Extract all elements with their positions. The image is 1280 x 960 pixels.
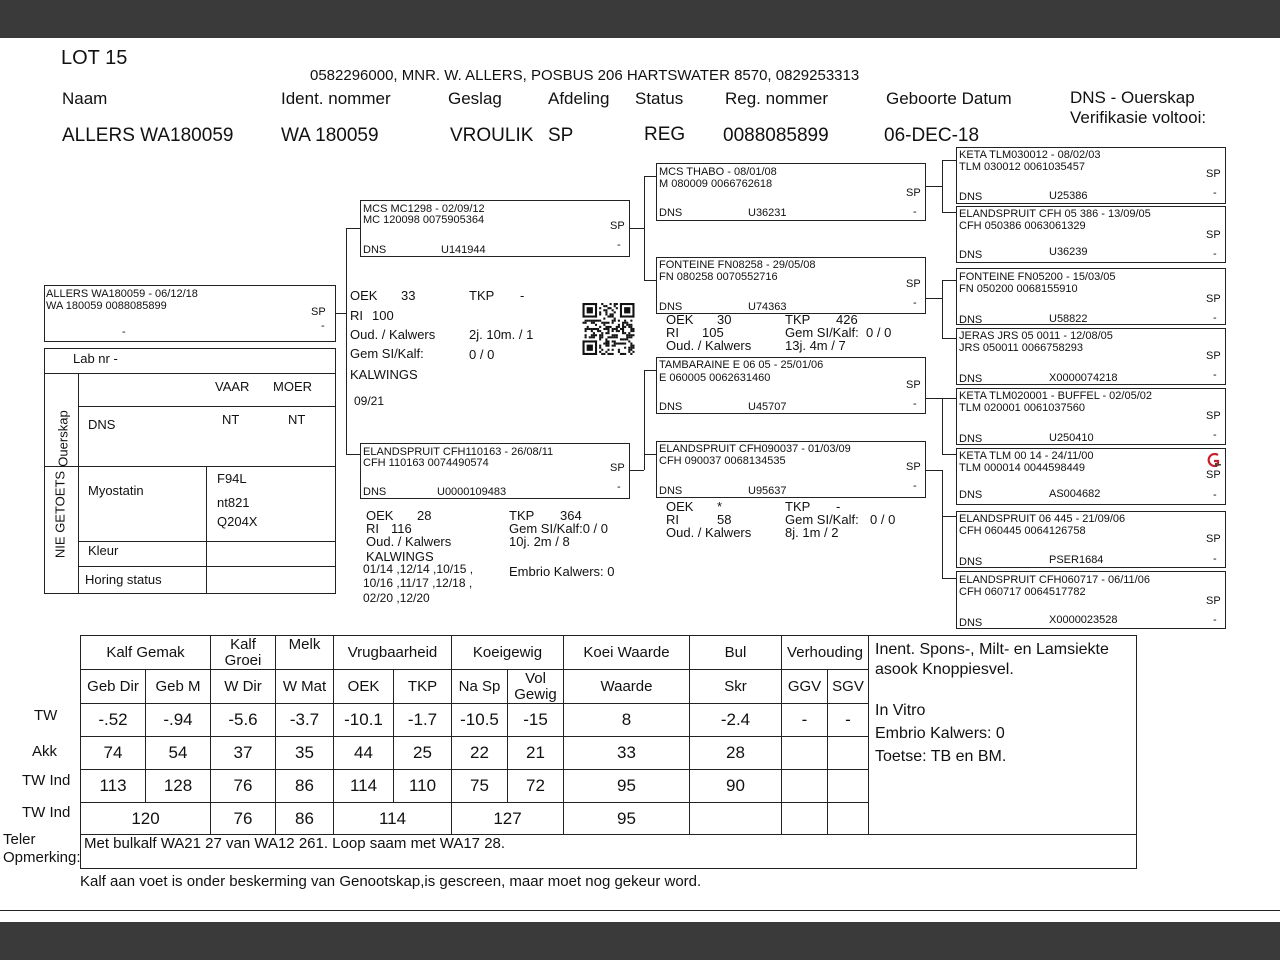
- connector: [926, 398, 942, 399]
- cell: [690, 803, 782, 835]
- col-header: W Dir: [211, 670, 276, 704]
- gg-dns-code: X0000023528: [1049, 614, 1118, 626]
- label-geboorte: Geboorte Datum: [886, 89, 1012, 108]
- ouerskap-label: Ouerskap: [55, 410, 71, 467]
- connector: [942, 578, 956, 579]
- cell: 86: [276, 803, 334, 835]
- gg-sp: SP: [1206, 533, 1221, 545]
- gg-dns-code: U25386: [1049, 190, 1088, 202]
- cell: -10.1: [334, 704, 394, 737]
- gg-dns: DNS: [959, 314, 983, 326]
- ss-name: MCS THABO - 08/01/08: [659, 166, 777, 178]
- animal-sp: SP: [311, 306, 326, 318]
- col-header: W Mat: [276, 670, 334, 704]
- dd-dash: -: [913, 480, 917, 492]
- connector: [942, 280, 956, 281]
- group-header: Koei Waarde: [564, 636, 690, 670]
- gg-name: FONTEINE FN05200 - 15/03/05: [959, 271, 1116, 283]
- sd-dns-code: U74363: [748, 301, 787, 313]
- gg-id: TLM 000014 0044598449: [959, 462, 1085, 474]
- value-naam: ALLERS WA180059: [62, 125, 234, 146]
- cell: 114: [334, 770, 394, 803]
- gg-dash: -: [1213, 187, 1217, 199]
- stat-value: Gem SI/Kalf:0 / 0: [509, 521, 608, 536]
- connector: [926, 470, 942, 471]
- cell: 86: [276, 770, 334, 803]
- col-header: Skr: [690, 670, 782, 704]
- stat-label: TKP: [785, 312, 811, 327]
- gg-name: JERAS JRS 05 0011 - 12/08/05: [959, 330, 1113, 342]
- gg-dns-code: U58822: [1049, 313, 1088, 325]
- cell: 72: [508, 770, 564, 803]
- cell: 120: [81, 803, 211, 835]
- connector: [644, 370, 645, 470]
- row-label: Akk: [32, 743, 58, 760]
- cell: 25: [394, 737, 452, 770]
- cell: 76: [211, 803, 276, 835]
- sire-sp: SP: [610, 220, 625, 232]
- cell: 113: [81, 770, 146, 803]
- gg-id: CFH 060717 0064517782: [959, 586, 1086, 598]
- stat-label: TKP: [469, 288, 495, 303]
- label-status: Status: [635, 89, 684, 108]
- cell: -: [828, 704, 869, 737]
- breeding-values-table: [80, 635, 1137, 869]
- gg-dash: -: [1213, 489, 1217, 501]
- dam-id: CFH 110163 0074490574: [363, 457, 489, 469]
- gg-id: CFH 060445 0064126758: [959, 525, 1086, 537]
- value-status: REG: [644, 124, 686, 145]
- stat-value: Embrio Kalwers: 0: [509, 564, 615, 579]
- dam-name: ELANDSPRUIT CFH110163 - 26/08/11: [363, 446, 554, 458]
- cell: -15: [508, 704, 564, 737]
- stat-label: RI: [666, 325, 679, 340]
- col-header: SGV: [828, 670, 869, 704]
- cell: [782, 770, 828, 803]
- gg-sp: SP: [1206, 595, 1221, 607]
- stat-value: 33: [401, 288, 416, 303]
- value-geboorte: 06-DEC-18: [884, 125, 980, 146]
- ds-dns: DNS: [659, 401, 683, 413]
- gg-dns: DNS: [959, 433, 983, 445]
- sire-dash: -: [617, 239, 621, 251]
- top-bar: [0, 0, 1280, 38]
- cell: [782, 737, 828, 770]
- dam-sp: SP: [610, 462, 625, 474]
- gg-dns: DNS: [959, 556, 983, 568]
- cell: 35: [276, 737, 334, 770]
- great-grandparent-box: [956, 388, 1226, 445]
- cell: 54: [146, 737, 211, 770]
- connector: [346, 228, 347, 454]
- col-header: Waarde: [564, 670, 690, 704]
- owner-line: 0582296000, MNR. W. ALLERS, POSBUS 206 HARTSWATER 8570, 0829253313: [310, 67, 860, 84]
- stat-value: 0 / 0: [469, 347, 495, 362]
- cell: -: [782, 704, 828, 737]
- ss-id: M 080009 0066762618: [659, 178, 773, 190]
- gg-sp: SP: [1206, 410, 1221, 422]
- connector: [942, 454, 956, 455]
- cell: 95: [564, 803, 690, 835]
- myostatin-label: Myostatin: [88, 483, 144, 498]
- opmerking-label: Opmerking:: [3, 849, 81, 866]
- stat-label: Oud. / Kalwers: [366, 534, 452, 549]
- dam-dns-code: U0000109483: [437, 486, 507, 498]
- stat-label: OEK: [350, 288, 378, 303]
- notes-cell: [869, 636, 1137, 835]
- sire-dns-code: U141944: [441, 244, 486, 256]
- cell: 8: [564, 704, 690, 737]
- stat-label: TKP: [785, 499, 811, 514]
- sire-dns: DNS: [363, 244, 387, 256]
- bottom-bar: [0, 922, 1280, 960]
- stat-value: -: [836, 499, 841, 514]
- dd-sp: SP: [906, 461, 921, 473]
- cell: -3.7: [276, 704, 334, 737]
- stat-label: TKP: [509, 508, 535, 523]
- stat-label: Oud. / Kalwers: [666, 525, 752, 540]
- stat-value: 58: [717, 512, 732, 527]
- dns-vaar-value: NT: [222, 412, 240, 427]
- myostatin-value: nt821: [217, 495, 250, 510]
- vaccination-note: Inent. Spons-, Milt- en Lamsiekte asook Knoppiesvel.: [875, 641, 1109, 678]
- kleur-label: Kleur: [88, 543, 119, 558]
- animal-dash: -: [122, 326, 126, 338]
- cell: 74: [81, 737, 146, 770]
- cell: 22: [452, 737, 508, 770]
- dam-box: [360, 443, 630, 499]
- sd-sp: SP: [906, 278, 921, 290]
- stat-label: Oud. / Kalwers: [666, 338, 752, 353]
- stat-value: 426: [836, 312, 858, 327]
- gg-dash: -: [1213, 614, 1217, 626]
- col-header: Na Sp: [452, 670, 508, 704]
- connector: [926, 298, 942, 299]
- connector: [942, 398, 956, 399]
- value-ident: WA 180059: [281, 125, 379, 146]
- gg-dns: DNS: [959, 617, 983, 629]
- great-grandparent-box: [956, 268, 1226, 325]
- gg-id: FN 050200 0068155910: [959, 283, 1078, 295]
- qr-code-icon: [582, 303, 635, 355]
- value-afdeling: SP: [548, 125, 574, 146]
- ds-name: TAMBARAINE E 06 05 - 25/01/06: [659, 359, 824, 371]
- ss-dash: -: [913, 206, 917, 218]
- connector: [630, 228, 644, 229]
- connector: [942, 160, 943, 212]
- cell: [828, 770, 869, 803]
- stat-label: RI: [350, 308, 363, 323]
- col-header: Geb M: [146, 670, 211, 704]
- label-afdeling: Afdeling: [548, 89, 610, 108]
- stat-label: KALWINGS: [350, 367, 418, 382]
- cell: 127: [452, 803, 564, 835]
- sire-id: MC 120098 0075905364: [363, 214, 485, 226]
- ds-sp: SP: [906, 379, 921, 391]
- myostatin-value: Q204X: [217, 514, 258, 529]
- gg-name: KETA TLM 00 14 - 24/11/00: [959, 450, 1094, 462]
- cell: 37: [211, 737, 276, 770]
- gg-id: CFH 050386 0063061329: [959, 220, 1086, 232]
- stat-label: KALWINGS: [366, 549, 434, 564]
- connector: [644, 176, 645, 280]
- sire-box: [360, 200, 630, 257]
- row-label: TW Ind: [22, 772, 71, 789]
- gg-sp: SP: [1206, 293, 1221, 305]
- group-header: Melk: [276, 636, 334, 670]
- gg-dash: -: [1213, 429, 1217, 441]
- dam-dns: DNS: [363, 486, 387, 498]
- stat-value: 13j. 4m / 7: [785, 338, 846, 353]
- dd-dns-code: U95637: [748, 485, 787, 497]
- gg-dash: -: [1213, 369, 1217, 381]
- horing-label: Horing status: [85, 572, 162, 587]
- in-vitro-note: In Vitro: [875, 702, 926, 719]
- dns-title: DNS - Ouerskap: [1070, 88, 1195, 107]
- cell: 95: [564, 770, 690, 803]
- gg-sp: SP: [1206, 229, 1221, 241]
- row-label: TW Ind: [22, 804, 71, 821]
- cell: [828, 737, 869, 770]
- animal-name: ALLERS WA180059 - 06/12/18: [46, 288, 198, 300]
- cell: [828, 803, 869, 835]
- cell: 44: [334, 737, 394, 770]
- stat-label: OEK: [666, 499, 694, 514]
- sd-name: FONTEINE FN08258 - 29/05/08: [659, 259, 816, 271]
- gg-dash: -: [1213, 553, 1217, 565]
- dam-dam-box: [656, 441, 926, 498]
- gg-id: JRS 050011 0066758293: [959, 342, 1083, 354]
- stat-value: 01/14 ,12/14 ,10/15 ,: [363, 562, 474, 576]
- connector: [336, 313, 346, 314]
- sd-dns: DNS: [659, 301, 683, 313]
- nie-getoets-label: NIE GETOETS: [52, 470, 68, 559]
- gg-dns: DNS: [959, 373, 983, 385]
- great-grandparent-box: [956, 206, 1226, 263]
- stat-label: Gem SI/Kalf:: [785, 325, 859, 340]
- gg-id: TLM 030012 0061035457: [959, 161, 1085, 173]
- cell: 33: [564, 737, 690, 770]
- lab-number: Lab nr -: [73, 351, 118, 366]
- stat-value: 364: [560, 508, 582, 523]
- certification-logo-icon: [1206, 452, 1222, 468]
- stat-value: -: [520, 288, 525, 303]
- connector: [942, 280, 943, 338]
- cell: -2.4: [690, 704, 782, 737]
- animal-dash: -: [321, 320, 325, 332]
- group-header: Koeigewig: [452, 636, 564, 670]
- gg-sp: SP: [1206, 350, 1221, 362]
- gg-dns: DNS: [959, 249, 983, 261]
- stat-value: *: [717, 499, 723, 514]
- stat-value: 09/21: [354, 394, 385, 408]
- dns-status: Verifikasie voltooi:: [1070, 108, 1207, 127]
- stat-value: 02/20 ,12/20: [363, 591, 430, 605]
- sd-dash: -: [913, 297, 917, 309]
- tests-note: Toetse: TB en BM.: [875, 748, 1007, 765]
- great-grandparent-box: [956, 448, 1226, 505]
- dd-dns: DNS: [659, 485, 683, 497]
- cell: 90: [690, 770, 782, 803]
- lot-number: LOT 15: [61, 47, 128, 69]
- gg-dns-code: X0000074218: [1049, 372, 1118, 384]
- dns-moer-value: NT: [288, 412, 306, 427]
- connector: [942, 470, 943, 578]
- col-header: Vol Gewig: [508, 670, 564, 704]
- col-header: OEK: [334, 670, 394, 704]
- cell: 75: [452, 770, 508, 803]
- col-header: GGV: [782, 670, 828, 704]
- gg-dns-code: U250410: [1049, 432, 1094, 444]
- gg-name: KETA TLM030012 - 08/02/03: [959, 149, 1101, 161]
- gg-dns-code: AS004682: [1049, 488, 1101, 500]
- label-ident: Ident. nommer: [281, 89, 391, 108]
- great-grandparent-box: [956, 571, 1226, 629]
- teler-label: Teler: [3, 831, 36, 848]
- stat-label: Oud. / Kalwers: [350, 327, 436, 342]
- col-header: TKP: [394, 670, 452, 704]
- sd-id: FN 080258 0070552716: [659, 271, 778, 283]
- connector: [942, 338, 956, 339]
- gg-sp: SP: [1206, 469, 1221, 481]
- great-grandparent-box: [956, 511, 1226, 568]
- connector: [346, 454, 360, 455]
- lab-box: [44, 348, 336, 594]
- sire-sire-box: [656, 163, 926, 221]
- stat-label: RI: [666, 512, 679, 527]
- connector: [630, 470, 644, 471]
- stat-value: 28: [417, 508, 432, 523]
- embryo-note: Embrio Kalwers: 0: [875, 725, 1005, 742]
- group-header: Vrugbaarheid: [334, 636, 452, 670]
- col-header: Geb Dir: [81, 670, 146, 704]
- cell: 28: [690, 737, 782, 770]
- gg-dash: -: [1213, 312, 1217, 324]
- cell: 110: [394, 770, 452, 803]
- cell: -1.7: [394, 704, 452, 737]
- gg-name: ELANDSPRUIT CFH060717 - 06/11/06: [959, 574, 1150, 586]
- ds-dns-code: U45707: [748, 401, 787, 413]
- ds-id: E 060005 0062631460: [659, 372, 771, 384]
- connector: [644, 370, 656, 371]
- group-header: Verhouding: [782, 636, 869, 670]
- dd-id: CFH 090037 0068134535: [659, 455, 786, 467]
- sire-name: MCS MC1298 - 02/09/12: [363, 203, 485, 215]
- cell: 114: [334, 803, 452, 835]
- cell: [782, 803, 828, 835]
- footnote: Kalf aan voet is onder beskerming van Genootskap,is gescreen, maar moet nog gekeur word.: [80, 873, 702, 890]
- connector: [942, 160, 956, 161]
- cell: -.94: [146, 704, 211, 737]
- stat-value: 10/16 ,11/17 ,12/18 ,: [363, 576, 473, 590]
- gg-dash: -: [1213, 248, 1217, 260]
- dns-label: DNS: [88, 417, 116, 432]
- vaar-header: VAAR: [215, 379, 250, 394]
- stat-label: OEK: [366, 508, 394, 523]
- gg-id: TLM 020001 0061037560: [959, 402, 1085, 414]
- dd-name: ELANDSPRUIT CFH090037 - 01/03/09: [659, 443, 851, 455]
- ss-sp: SP: [906, 187, 921, 199]
- cell: 128: [146, 770, 211, 803]
- gg-name: ELANDSPRUIT CFH 05 386 - 13/09/05: [959, 208, 1151, 220]
- cell: -.52: [81, 704, 146, 737]
- connector: [346, 228, 360, 229]
- value-reg: 0088085899: [723, 125, 829, 146]
- dam-dash: -: [617, 481, 621, 493]
- stat-label: RI: [366, 521, 379, 536]
- stat-label: Gem SI/Kalf:: [785, 512, 859, 527]
- footer-divider: [0, 910, 1280, 911]
- moer-header: MOER: [273, 379, 312, 394]
- sire-dam-box: [656, 257, 926, 314]
- gg-dns-code: U36239: [1049, 246, 1088, 258]
- animal-box: [44, 285, 336, 342]
- cell: 76: [211, 770, 276, 803]
- stat-value: 8j. 1m / 2: [785, 525, 839, 540]
- dam-sire-box: [656, 357, 926, 414]
- stat-value: 0 / 0: [870, 512, 896, 527]
- value-geslag: VROULIK: [450, 125, 534, 146]
- group-header: Kalf Groei: [211, 636, 276, 670]
- connector: [644, 176, 656, 177]
- gg-dns: DNS: [959, 489, 983, 501]
- stat-value: 10j. 2m / 8: [509, 534, 570, 549]
- gg-dns-code: PSER1684: [1049, 554, 1104, 566]
- breeder-remark: Met bulkalf WA21 27 van WA12 261. Loop saam met WA17 28.: [81, 835, 1137, 869]
- great-grandparent-box: [956, 328, 1226, 385]
- gg-dns: DNS: [959, 191, 983, 203]
- animal-id: WA 180059 0088085899: [46, 300, 167, 312]
- label-reg: Reg. nommer: [725, 89, 828, 108]
- connector: [942, 398, 943, 454]
- gg-sp: SP: [1206, 168, 1221, 180]
- gg-name: ELANDSPRUIT 06 445 - 21/09/06: [959, 513, 1126, 525]
- label-naam: Naam: [62, 89, 108, 108]
- connector: [942, 516, 956, 517]
- row-label: TW: [34, 707, 58, 724]
- ds-dash: -: [913, 398, 917, 410]
- stat-value: 0 / 0: [866, 325, 892, 340]
- stat-label: OEK: [666, 312, 694, 327]
- group-header: Bul: [690, 636, 782, 670]
- stat-value: 2j. 10m. / 1: [469, 327, 534, 342]
- connector: [644, 280, 656, 281]
- ss-dns-code: U36231: [748, 207, 787, 219]
- stat-label: Gem SI/Kalf:: [350, 346, 424, 361]
- stat-value: 116: [391, 521, 412, 536]
- gg-name: KETA TLM020001 - BUFFEL - 02/05/02: [959, 390, 1153, 402]
- connector: [942, 212, 956, 213]
- ss-dns: DNS: [659, 207, 683, 219]
- stat-value: 100: [372, 308, 394, 323]
- group-header: Kalf Gemak: [81, 636, 211, 670]
- myostatin-value: F94L: [217, 471, 247, 486]
- remark-row: [81, 835, 1137, 869]
- cell: 21: [508, 737, 564, 770]
- cell: -10.5: [452, 704, 508, 737]
- connector: [644, 454, 656, 455]
- cell: -5.6: [211, 704, 276, 737]
- stat-value: 30: [717, 312, 732, 327]
- label-geslag: Geslag: [448, 89, 502, 108]
- stat-value: 105: [702, 325, 724, 340]
- connector: [926, 186, 942, 187]
- great-grandparent-box: [956, 147, 1226, 204]
